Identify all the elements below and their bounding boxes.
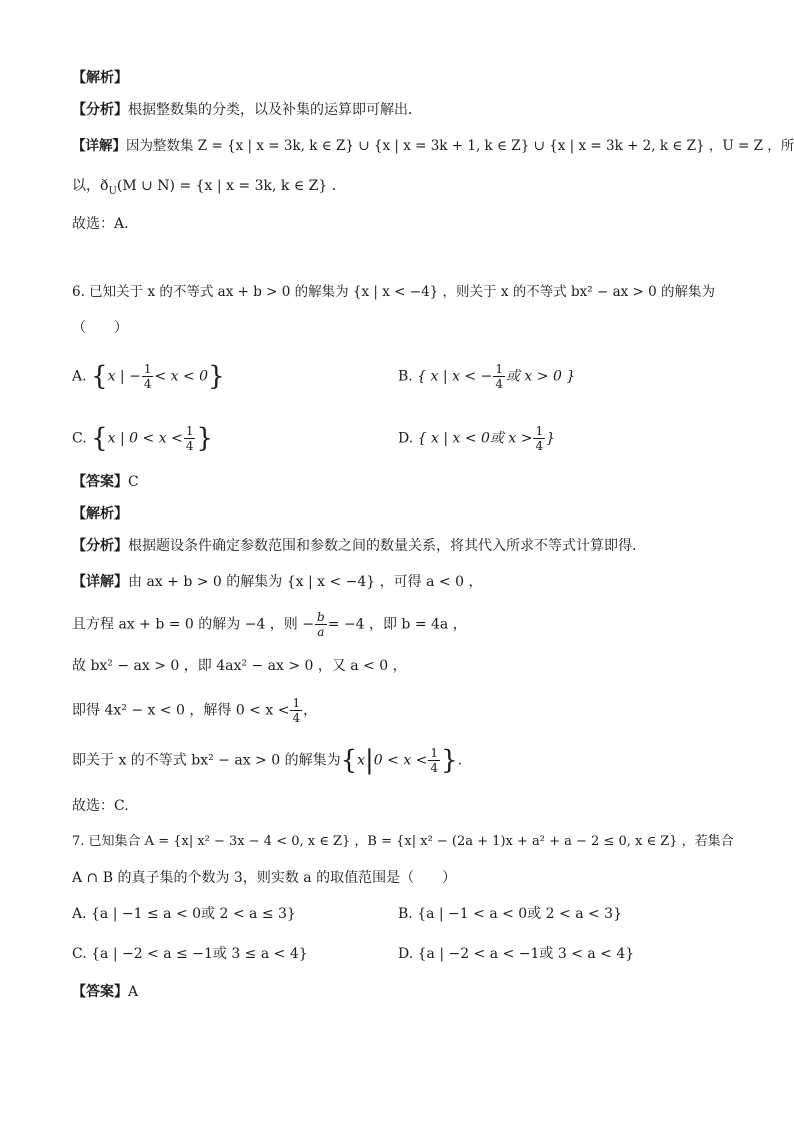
q7-answer: 【答案】A	[72, 984, 139, 1000]
q6-fenxi: 【分析】根据题设条件确定参数范围和参数之间的数量关系，将其代入所求不等式计算即得.	[72, 538, 637, 554]
xiangjie-5-line2: 以，$ð_U(M$ ∪ N) = {x | x = 3k, k ∈ Z} ．	[72, 178, 346, 197]
q6-xiangjie-4: 即得 4x² − x < 0 ，解得 0 < x < $\frac{1}{4}$ ，	[72, 696, 318, 725]
q7-option-a: A. {a | −1 ≤ a < 0或 2 < a ≤ 3}	[72, 906, 296, 922]
q6-xiangjie-5: 即关于 x 的不等式 bx² − ax > 0 的解集为{x|0 < x < $\frac{1}{4}$ }.	[72, 745, 463, 776]
q6-guxuan: 故选：C.	[72, 798, 129, 814]
q7-option-c: C. {a | −2 < a ≤ −1或 3 ≤ a < 4}	[72, 946, 308, 962]
q6-option-b: B. { x | x < − $\frac{1}{4}$ 或 x > 0 }	[398, 362, 576, 391]
q6-answer: 【答案】C	[72, 474, 139, 490]
q7-option-d: D. {a | −2 < a < −1或 3 < a < 4}	[398, 946, 635, 962]
q7-option-b: B. {a | −1 < a < 0或 2 < a < 3}	[398, 906, 622, 922]
q6-xiangjie-3: 故 bx² − ax > 0 ，即 4ax² − ax > 0 ，又 a < 0 ，	[72, 658, 407, 674]
q6-option-d: D. { x | x < 0或 x > $\frac{1}{4}$ }	[398, 424, 556, 453]
guxuan-5: 故选：A．	[72, 216, 139, 232]
jiexi-tag-5: 【解析】	[72, 70, 128, 86]
xiangjie-5-line1: 【详解】因为整数集 Z = {x | x = 3k, k ∈ Z} ∪ {x | x = 3k + 1, k ∈ Z} ∪ {x | x = 3k + 2, k ∈ Z} ，U = Z ，所	[72, 138, 794, 154]
q7-stem: 7. 已知集合 A = {x| x² − 3x − 4 < 0, x ∈ Z} ，B = {x| x² − (2a + 1)x + a² + a − 2 ≤ 0, x ∈ Z} ，若集合	[72, 834, 734, 849]
q6-stem: 6. 已知关于 x 的不等式 ax + b > 0 的解集为 {x | x < −4} ，则关于 x 的不等式 bx² − ax > 0 的解集为	[72, 284, 716, 300]
q6-xiangjie-1: 【详解】由 ax + b > 0 的解集为 {x | x < −4} ，可得 a < 0 ，	[72, 574, 483, 590]
q6-xiangjie-2: 且方程 ax + b = 0 的解为 −4 ，则 − $\frac{b}{a}$ = −4 ，即 b = 4a ，	[72, 610, 467, 639]
fenxi-5: 【分析】根据整数集的分类，以及补集的运算即可解出．	[72, 102, 422, 118]
q7-stem-b: A ∩ B 的真子集的个数为 3，则实数 a 的取值范围是（ ）	[72, 870, 457, 886]
q6-option-c: C. {x | 0 < x < $\frac{1}{4}$ }	[72, 423, 213, 454]
q6-option-a: A. {x | − $\frac{1}{4}$ < x < 0}	[72, 361, 225, 392]
q6-jiexi-tag: 【解析】	[72, 506, 128, 522]
q6-stem-paren: （ ）	[72, 320, 128, 336]
